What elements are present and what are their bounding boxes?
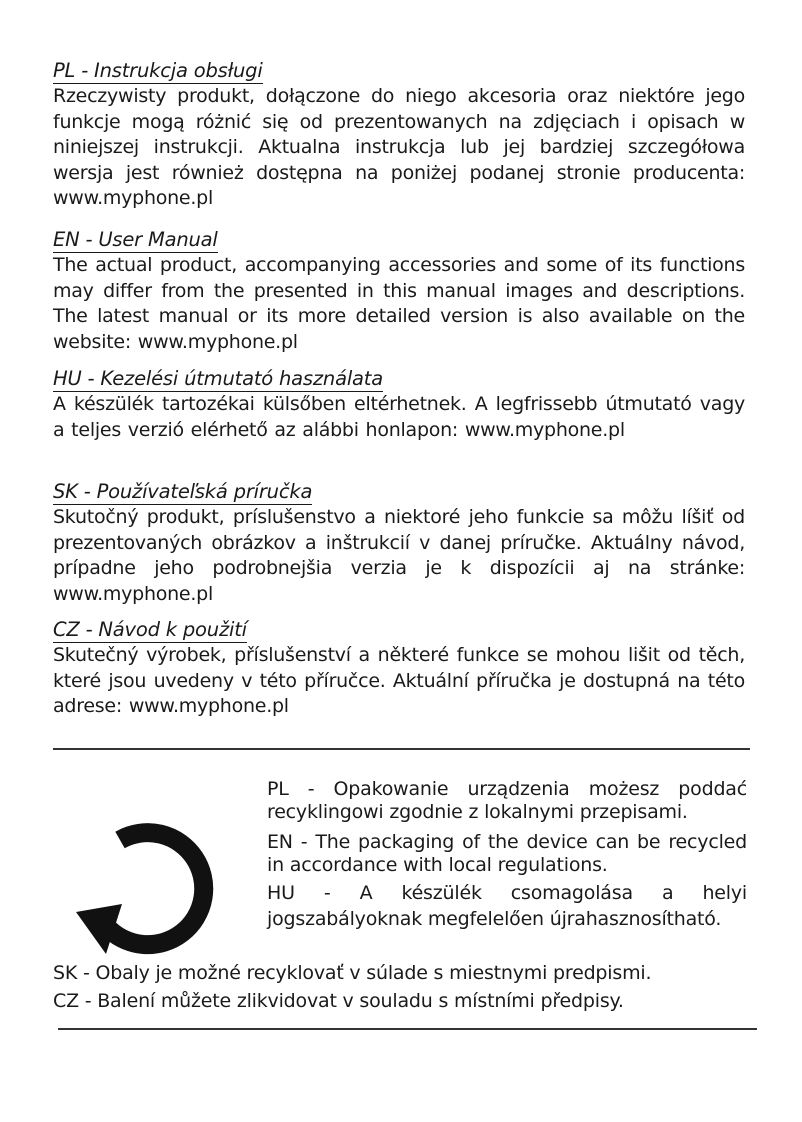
recycle-text-en <box>267 831 747 877</box>
recycle-text-hu <box>267 880 747 932</box>
recycle-text-sk: SK - Obaly je možné recyklovať v súlade s miestnymi predpismi. <box>53 962 652 984</box>
section-heading: SK - Používateľská príručka <box>53 480 313 503</box>
recycle-text-cz: CZ - Balení můžete zlikvidovat v souladu s místními předpisy. <box>53 990 624 1012</box>
recycle-en-text: EN - The packaging of the device can be recycled in accordance with local regulations. <box>267 831 747 876</box>
section-hu <box>53 368 745 443</box>
section-body: Skutečný výrobek, příslušenství a některé funkce se mohou lišit od těch, které jsou uvedeny v této příručce. Aktuální příručka je dostupná na této adrese: www.myphone.pl <box>53 644 745 717</box>
section-body: Rzeczywisty produkt, dołączone do niego akcesoria oraz niektóre jego funkcje mogą różnić się od prezentowanych na zdjęciach i opisach w niniejszej instrukcji. Aktualna instrukcja lub jej bardziej szczegółowa wersja jest również dostępna na poniżej podanej stronie producenta: www.myphone.pl <box>53 85 745 209</box>
divider-bottom <box>58 1028 757 1030</box>
recycle-arrow-icon <box>62 808 222 958</box>
section-body: A készülék tartozékai külsőben eltérhetnek. A legfrissebb útmutató vagy a teljes verzió elérhető az alábbi honlapon: www.myphone.pl <box>53 393 745 441</box>
section-heading: EN - User Manual <box>53 228 218 251</box>
divider-top <box>53 748 750 750</box>
recycle-text-pl <box>267 778 747 824</box>
section-en <box>53 229 745 355</box>
section-heading: CZ - Návod k použití <box>53 618 247 641</box>
section-body: The actual product, accompanying accessories and some of its functions may differ from the presented in this manual images and descriptions. The latest manual or its more detailed version is also available on the website: www.myphone.pl <box>53 254 745 353</box>
recycle-hu-text: HU - A készülék csomagolása a helyi jogszabályoknak megfelelően újrahasznosítható. <box>267 882 747 930</box>
section-heading: PL - Instrukcja obsługi <box>53 59 263 82</box>
section-heading: HU - Kezelési útmutató használata <box>53 367 383 390</box>
recycle-pl-text: PL - Opakowanie urządzenia możesz poddać recyklingowi zgodnie z lokalnymi przepisami. <box>267 778 747 823</box>
section-cz <box>53 619 745 720</box>
section-body: Skutočný produkt, príslušenstvo a niektoré jeho funkcie sa môžu líšiť od prezentovaných obrázkov a inštrukcií v danej príručke. Aktuálny návod, prípadne jeho podrobnejšia verzia je k dispozícii aj na stránke: www.myphone.pl <box>53 506 745 605</box>
section-pl <box>53 60 745 212</box>
section-sk <box>53 481 745 607</box>
